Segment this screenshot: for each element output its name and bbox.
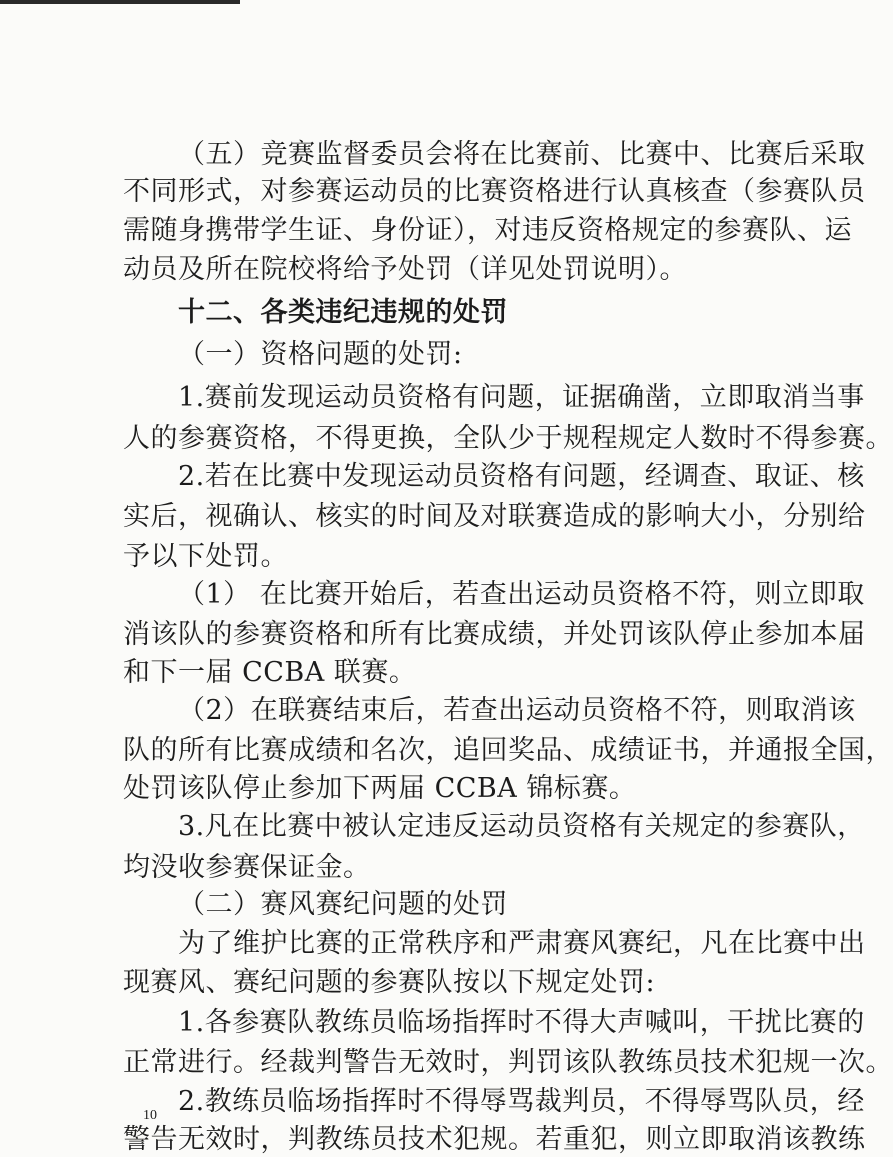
text-line: 和下一届 CCBA 联赛。 — [123, 657, 417, 688]
text-line: 正常进行。经裁判警告无效时，判罚该队教练员技术犯规一次。 — [123, 1047, 893, 1078]
text-line: 队的所有比赛成绩和名次，追回奖品、成绩证书，并通报全国， — [123, 735, 893, 766]
text-line: 人的参赛资格，不得更换，全队少于规程规定人数时不得参赛。 — [123, 423, 893, 454]
text-line: （五）竞赛监督委员会将在比赛前、比赛中、比赛后采取 — [178, 139, 866, 170]
text-line: 警告无效时，判教练员技术犯规。若重犯，则立即取消该教练 — [123, 1124, 866, 1155]
text-line: 2.若在比赛中发现运动员资格有问题，经调查、取证、核 — [178, 461, 865, 492]
text-line: 为了维护比赛的正常秩序和严肃赛风赛纪，凡在比赛中出 — [178, 928, 866, 959]
text-line: 1.各参赛队教练员临场指挥时不得大声喊叫，干扰比赛的 — [178, 1007, 865, 1038]
text-line: 动员及所在院校将给予处罚（详见处罚说明）。 — [123, 254, 687, 285]
text-line: 1.赛前发现运动员资格有问题，证据确凿，立即取消当事 — [178, 382, 865, 413]
text-line: 均没收参赛保证金。 — [123, 852, 371, 883]
text-line: 予以下处罚。 — [123, 541, 288, 572]
subsection-heading: （二）赛风赛纪问题的处罚 — [178, 889, 508, 920]
text-line: 不同形式，对参赛运动员的比赛资格进行认真核查（参赛队员 — [123, 176, 866, 207]
text-line: （1） 在比赛开始后，若查出运动员资格不符，则立即取 — [178, 579, 865, 610]
top-rule — [0, 0, 240, 4]
text-line: （2）在联赛结束后，若查出运动员资格不符，则取消该 — [178, 695, 856, 726]
subsection-heading: （一）资格问题的处罚: — [178, 339, 463, 370]
text-line: 实后，视确认、核实的时间及对联赛造成的影响大小，分别给 — [123, 501, 866, 532]
page-number: 10 — [143, 1108, 157, 1123]
text-line: 2.教练员临场指挥时不得辱骂裁判员，不得辱骂队员，经 — [178, 1086, 865, 1117]
text-line: 需随身携带学生证、身份证），对违反资格规定的参赛队、运 — [123, 215, 852, 246]
text-line: 现赛风、赛纪问题的参赛队按以下规定处罚: — [123, 967, 656, 998]
section-heading: 十二、各类违纪违规的处罚 — [178, 297, 508, 328]
text-line: 3.凡在比赛中被认定违反运动员资格有关规定的参赛队， — [178, 811, 865, 842]
text-line: 处罚该队停止参加下两届 CCBA 锦标赛。 — [123, 773, 637, 804]
text-line: 消该队的参赛资格和所有比赛成绩，并处罚该队停止参加本届 — [123, 619, 866, 650]
